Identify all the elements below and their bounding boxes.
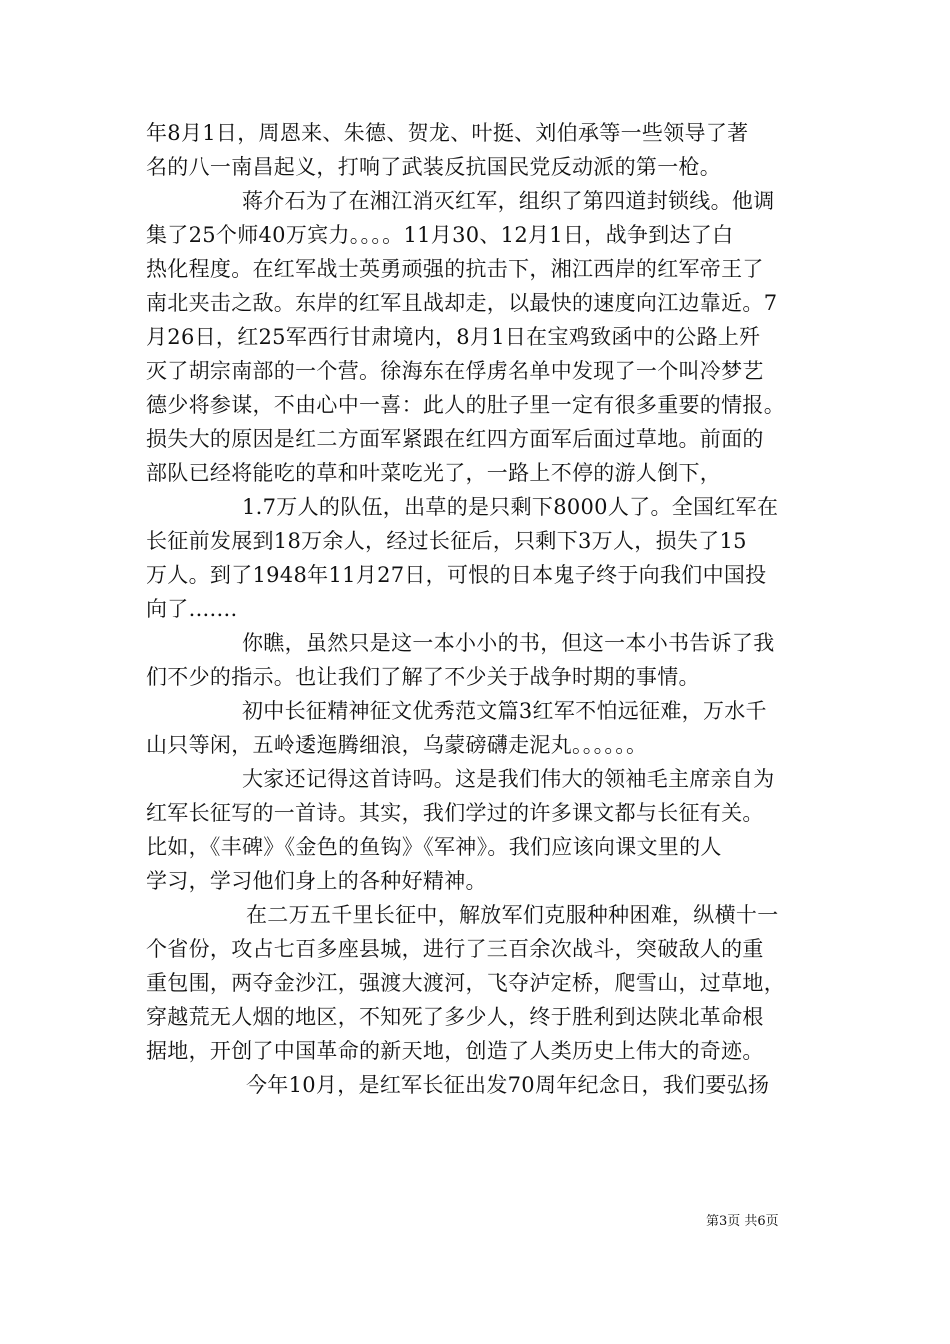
paragraph-start-line: 蒋介石为了在湘江消灭红军，组织了第四道封锁线。他调: [242, 189, 775, 213]
text-line: 月26日，红25军西行甘肃境内，8月1日在宝鸡致函中的公路上歼: [146, 325, 761, 349]
paragraph-start-line: 1.7万人的队伍，出草的是只剩下8000人了。全国红军在: [242, 495, 779, 519]
paragraph-start-line: 你瞧，虽然只是这一本小小的书，但这一本小书告诉了我: [242, 631, 775, 655]
text-line: 重包围，两夺金沙江，强渡大渡河，飞夺泸定桥，爬雪山，过草地，: [146, 971, 785, 995]
text-line: 向了.......: [146, 597, 238, 621]
text-line: 据地，开创了中国革命的新天地，创造了人类历史上伟大的奇迹。: [146, 1039, 764, 1063]
text-line: 们不少的指示。也让我们了解了不少关于战争时期的事情。: [146, 665, 700, 689]
text-line: 学习，学习他们身上的各种好精神。: [146, 869, 487, 893]
paragraph-start-line: 初中长征精神征文优秀范文篇3红军不怕远征难，万水千: [242, 699, 767, 723]
text-line: 损失大的原因是红二方面军紧跟在红四方面军后面过草地。前面的: [146, 427, 764, 451]
text-line: 比如，《丰碑》《金色的鱼钩》《军神》。我们应该向课文里的人: [146, 835, 722, 859]
paragraph-start-line: 在二万五千里长征中，解放军们克服种种困难，纵横十一: [246, 903, 779, 927]
paragraph-start-line: 大家还记得这首诗吗。这是我们伟大的领袖毛主席亲自为: [242, 767, 775, 791]
text-line: 南北夹击之敌。东岸的红军且战却走，以最快的速度向江边靠近。7: [146, 291, 778, 315]
text-line: 德少将参谋，不由心中一喜：此人的肚子里一定有很多重要的情报。: [146, 393, 785, 417]
text-line: 穿越荒无人烟的地区，不知死了多少人，终于胜利到达陕北革命根: [146, 1005, 764, 1029]
text-line: 部队已经将能吃的草和叶菜吃光了，一路上不停的游人倒下，: [146, 461, 722, 485]
page-number: 第3页 共6页: [706, 1214, 779, 1229]
text-line: 热化程度。在红军战士英勇顽强的抗击下，湘江西岸的红军帝王了: [146, 257, 764, 281]
paragraph-start-line: 今年10月，是红军长征出发70周年纪念日，我们要弘扬: [246, 1073, 770, 1097]
document-body: [146, 116, 808, 1102]
text-line: 山只等闲，五岭逶迤腾细浪，乌蒙磅礴走泥丸。。。。。。: [146, 733, 648, 757]
text-line: 万人。到了1948年11月27日，可恨的日本鬼子终于向我们中国投: [146, 563, 767, 587]
text-line: 集了25个师40万宾力。。。。11月30、12月1日，战争到达了白: [146, 223, 734, 247]
text-line: 年8月1日，周恩来、朱德、贺龙、叶挺、刘伯承等一些领导了著: [146, 121, 749, 145]
text-line: 红军长征写的一首诗。其实，我们学过的许多课文都与长征有关。: [146, 801, 764, 825]
text-line: 长征前发展到18万余人，经过长征后，只剩下3万人，损失了15: [146, 529, 747, 553]
text-line: 灭了胡宗南部的一个营。徐海东在俘虏名单中发现了一个叫冷梦艺: [146, 359, 764, 383]
text-line: 名的八一南昌起义，打响了武装反抗国民党反动派的第一枪。: [146, 155, 722, 179]
text-line: 个省份，攻占七百多座县城，进行了三百余次战斗，突破敌人的重: [146, 937, 764, 961]
